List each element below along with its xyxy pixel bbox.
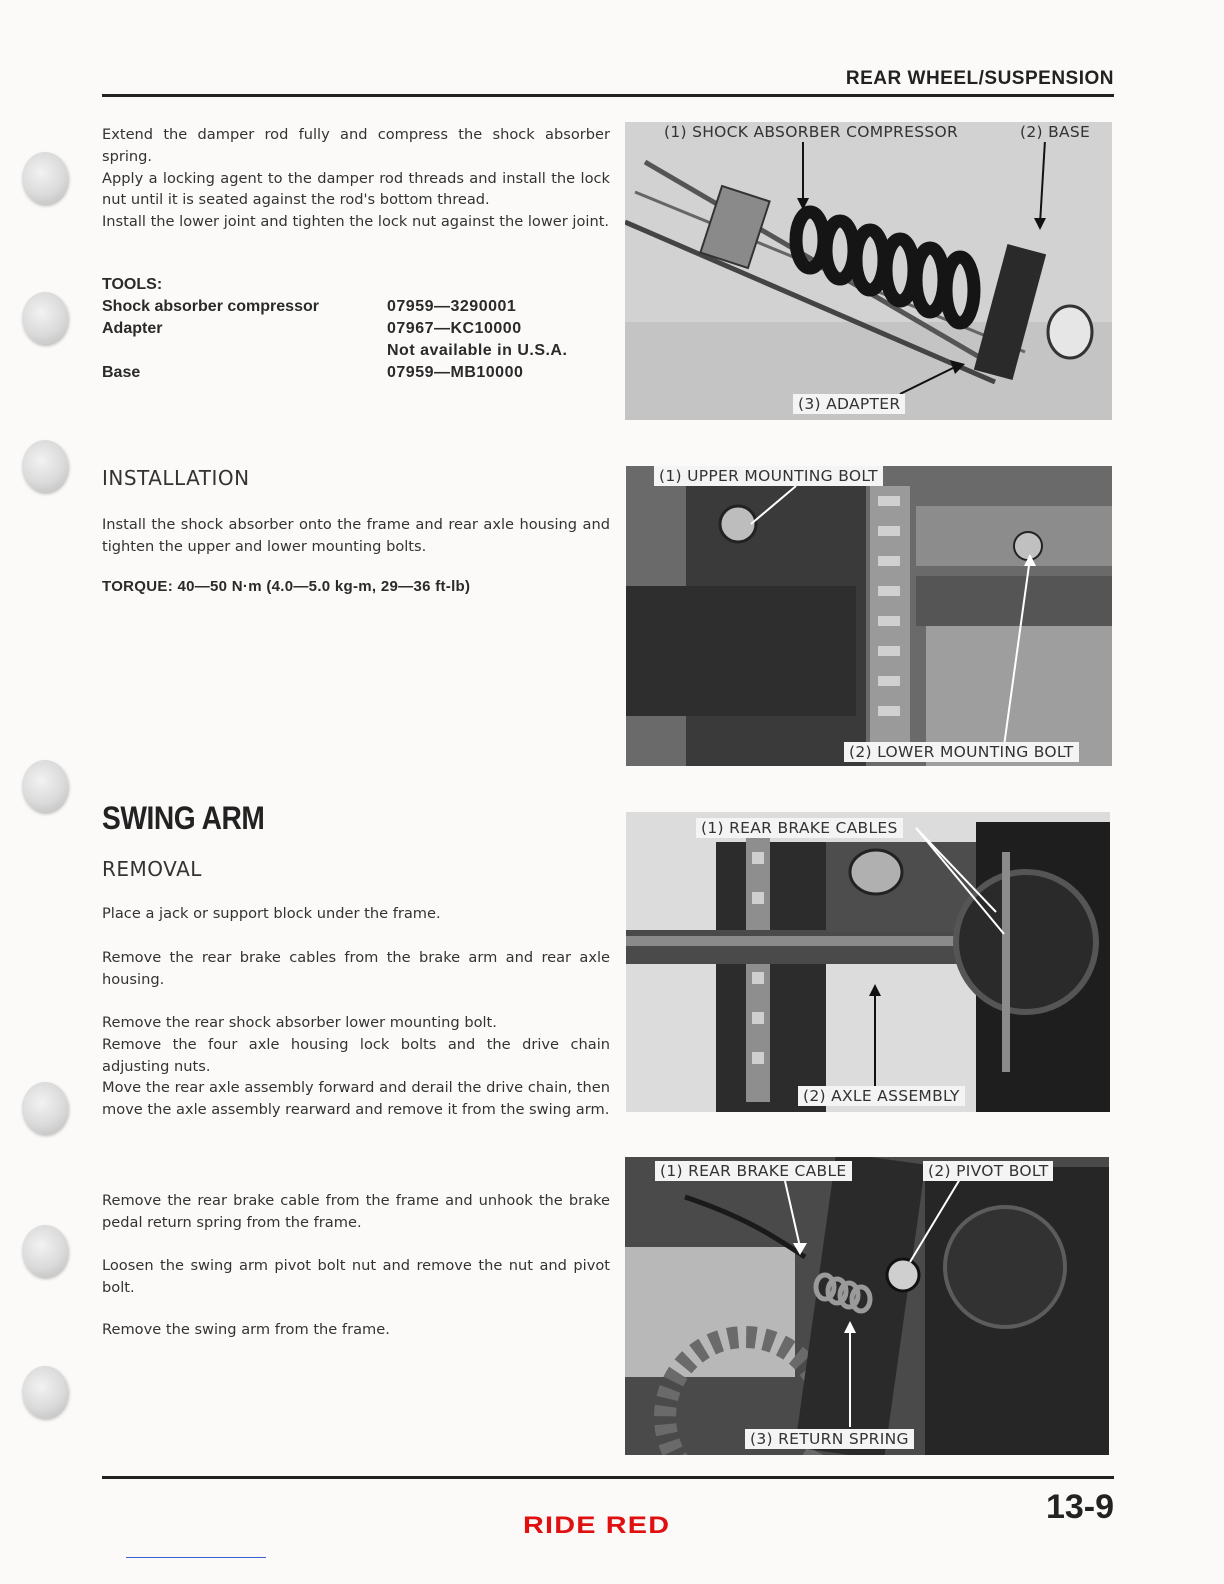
figure-label: (1) REAR BRAKE CABLES [696,818,903,838]
figure-label: (2) AXLE ASSEMBLY [798,1086,965,1106]
removal-step: Place a jack or support block under the frame. [102,905,441,922]
binder-hole [22,152,68,204]
tool-name: Shock absorber compressor [102,298,319,315]
swing-arm-heading: SWING ARM [102,800,265,836]
tool-name [102,340,387,362]
binder-hole [22,760,68,812]
binder-hole [22,1366,68,1418]
figure-label: (1) REAR BRAKE CABLE [655,1161,852,1181]
figure-label: (2) LOWER MOUNTING BOLT [844,742,1079,762]
section-header-title: REAR WHEEL/SUSPENSION [845,68,1114,89]
tool-name: Base [102,364,141,381]
tool-name: Adapter [102,320,163,337]
figure-label: (1) UPPER MOUNTING BOLT [654,466,883,486]
figure-label: (1) SHOCK ABSORBER COMPRESSOR [659,122,963,142]
removal-step: Loosen the swing arm pivot bolt nut and remove the nut and pivot bolt. [102,1257,610,1296]
tools-heading: TOOLS: [102,276,163,293]
removal-step: Remove the rear brake cables from the brake arm and rear axle housing. [102,949,610,988]
installation-heading: INSTALLATION [102,466,250,490]
tool-row [102,296,610,318]
installation-text: Install the shock absorber onto the frame and rear axle housing and tighten the upper and lower mounting bolts. [102,516,610,555]
header-rule [102,94,1114,97]
intro-paragraph: Extend the damper rod fully and compress the shock absorber spring. [102,126,610,165]
page-number: 13-9 [1045,1488,1114,1526]
axle-assembly-photo [626,812,1110,1112]
tool-row [102,318,610,340]
binder-hole [22,292,68,344]
tool-row [102,340,610,362]
figure-label: (2) PIVOT BOLT [923,1161,1053,1181]
tools-list [102,274,610,384]
removal-step-group [102,1012,610,1121]
figure-label: (3) ADAPTER [793,394,905,414]
shock-compressor-photo [625,122,1112,420]
tool-number: 07959—MB10000 [387,364,524,381]
brand-logo: RIDE RED [523,1512,671,1539]
removal-heading: REMOVAL [102,857,202,881]
intro-paragraph: Apply a locking agent to the damper rod threads and install the lock nut until it is seated against the rod's bottom thread. [102,169,610,209]
tool-number: 07967—KC10000 [387,320,522,337]
removal-step: Move the rear axle assembly forward and derail the drive chain, then move the axle assembly rearward and remove it from the swing arm. [102,1079,610,1119]
tool-row [102,362,610,384]
figure-label: (2) BASE [1015,122,1095,142]
binder-hole [22,1082,68,1134]
pivot-bolt-photo [625,1157,1109,1455]
binder-hole [22,1225,68,1277]
footer-link-underline [126,1557,266,1558]
torque-spec: TORQUE: 40—50 N·m (4.0—5.0 kg-m, 29—36 ft-lb) [102,578,471,595]
tool-number: 07959—3290001 [387,298,517,315]
footer-rule [102,1476,1114,1479]
intro-text [102,124,610,233]
removal-step: Remove the swing arm from the frame. [102,1321,390,1338]
removal-step: Remove the rear shock absorber lower mounting bolt. [102,1014,497,1031]
mounting-bolts-photo [626,466,1112,766]
binder-hole [22,440,68,492]
tool-note: Not available in U.S.A. [387,342,568,359]
intro-paragraph: Install the lower joint and tighten the lock nut against the lower joint. [102,213,610,231]
figure-label: (3) RETURN SPRING [745,1429,914,1449]
removal-step: Remove the four axle housing lock bolts and the drive chain adjusting nuts. [102,1035,610,1075]
removal-step: Remove the rear brake cable from the frame and unhook the brake pedal return spring from the frame. [102,1192,610,1231]
